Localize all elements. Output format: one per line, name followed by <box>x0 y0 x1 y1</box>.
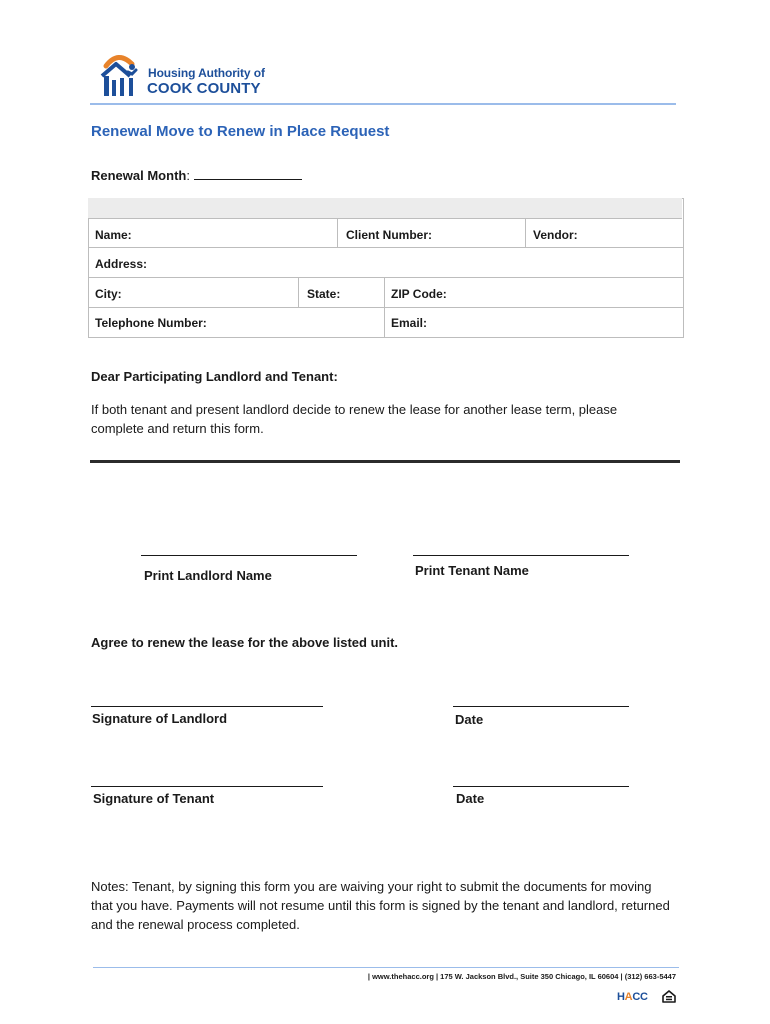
zip-field[interactable]: ZIP Code: <box>391 287 447 301</box>
print-tenant-line[interactable] <box>413 555 629 556</box>
table-divider <box>88 277 684 278</box>
vendor-field[interactable]: Vendor: <box>533 228 578 242</box>
tenant-signature-line[interactable] <box>91 786 323 787</box>
address-field[interactable]: Address: <box>95 257 148 271</box>
landlord-signature-line[interactable] <box>91 706 323 707</box>
org-name-line1: Housing Authority of <box>148 66 265 80</box>
client-number-field[interactable]: Client Number: <box>346 228 433 242</box>
agree-statement: Agree to renew the lease for the above listed unit. <box>91 635 399 650</box>
renewal-month-field[interactable] <box>91 167 302 183</box>
renewal-month-blank[interactable] <box>194 167 302 180</box>
table-divider <box>88 307 684 308</box>
print-landlord-label: Print Landlord Name <box>144 568 272 583</box>
footer-divider <box>93 967 679 968</box>
print-landlord-line[interactable] <box>141 555 357 556</box>
table-divider <box>337 219 338 247</box>
intro-paragraph: If both tenant and present landlord decide to renew the lease for another lease term, please complete and return this form. <box>91 402 618 436</box>
table-divider <box>525 219 526 247</box>
renewal-month-label: Renewal Month <box>91 168 187 183</box>
print-tenant-label: Print Tenant Name <box>415 563 529 578</box>
info-table-header <box>88 198 682 219</box>
landlord-signature-label: Signature of Landlord <box>92 711 228 726</box>
org-name-line2: COOK COUNTY <box>147 80 261 97</box>
footer-contact: | www.thehacc.org | 175 W. Jackson Blvd., Suite 350 Chicago, IL 60604 | (312) 663-5447 <box>367 972 676 981</box>
landlord-date-label: Date <box>455 712 484 727</box>
table-divider <box>298 278 299 307</box>
equal-housing-icon <box>662 990 676 1003</box>
footer-logo-h: H <box>617 991 625 1003</box>
landlord-date-line[interactable] <box>453 706 629 707</box>
name-field[interactable]: Name: <box>95 228 132 242</box>
salutation: Dear Participating Landlord and Tenant: <box>91 369 338 384</box>
tenant-date-label: Date <box>456 791 485 806</box>
state-field[interactable]: State: <box>307 287 341 301</box>
page-title: Renewal Move to Renew in Place Request <box>91 123 390 140</box>
email-field[interactable]: Email: <box>391 316 428 330</box>
table-divider <box>384 278 385 337</box>
city-field[interactable]: City: <box>95 287 122 301</box>
header-divider <box>90 103 676 105</box>
tenant-date-line[interactable] <box>453 786 629 787</box>
notes-paragraph: Notes: Tenant, by signing this form you are waiving your right to submit the documents for moving that you have. Payments will not resume until this form is signed by the tenant and landlord, returned and the renewal process completed. <box>91 879 670 932</box>
telephone-field[interactable]: Telephone Number: <box>95 316 207 330</box>
section-divider <box>90 460 680 463</box>
tenant-signature-label: Signature of Tenant <box>93 791 215 806</box>
renewal-month-colon: : <box>186 168 190 183</box>
footer-logo-a: A <box>624 991 633 1003</box>
footer-logo-cc: CC <box>632 991 648 1003</box>
footer-logo <box>617 991 648 1003</box>
table-divider <box>88 247 684 248</box>
